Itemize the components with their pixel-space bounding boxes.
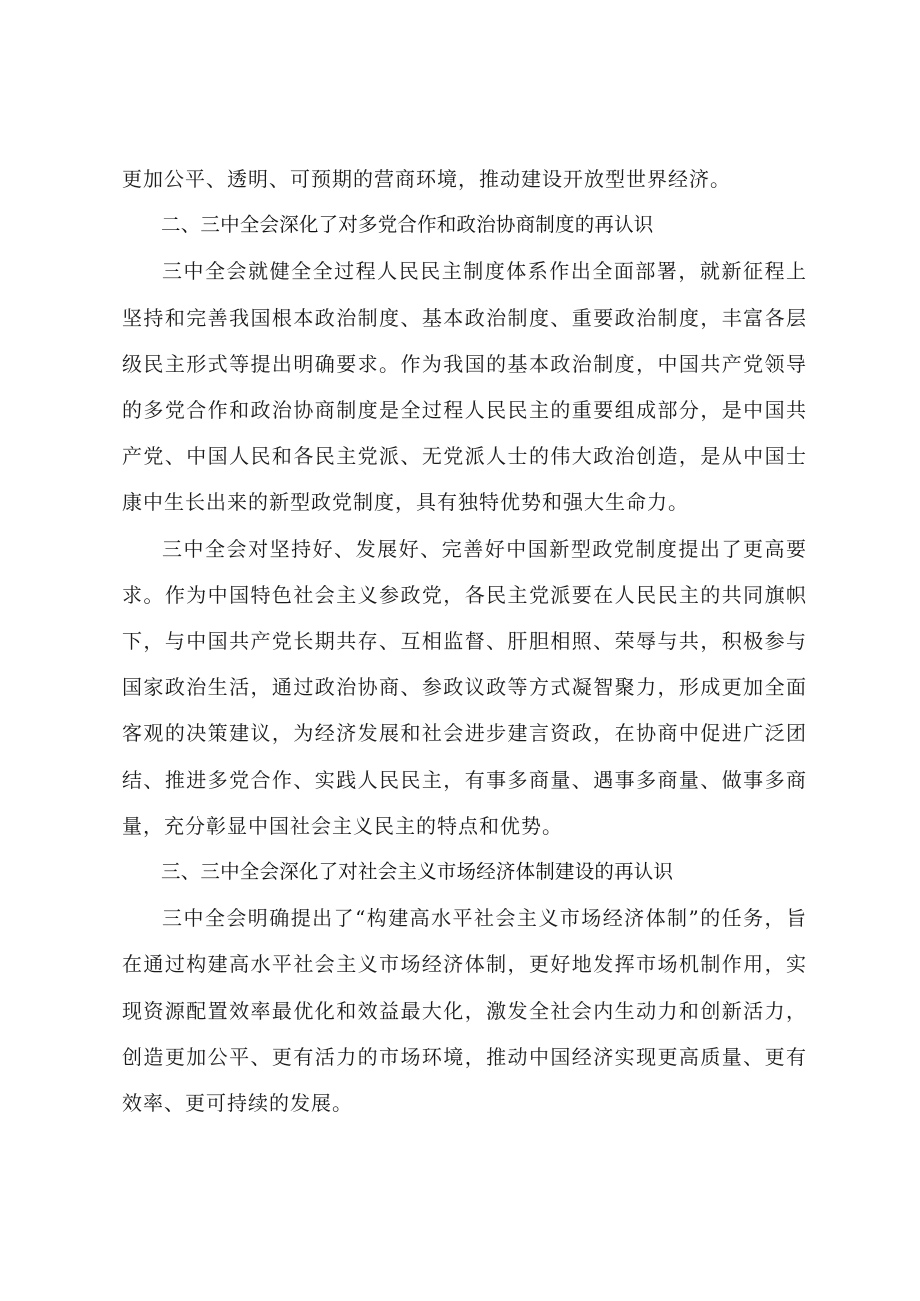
paragraph: 三中全会对坚持好、发展好、完善好中国新型政党制度提出了更高要求。作为中国特色社会主义参政党，各民主党派要在人民民主的共同旗帜下，与中国共产党长期共存、互相监督、肝胆相照、荣辱与共，积极参与国家政治生活，通过政治协商、参政议政等方式凝智聚力，形成更加全面客观的决策建议，为经济发展和社会进步建言资政，在协商中促进广泛团结、推进多党合作、实践人民民主，有事多商量、遇事多商量、做事多商量，充分彰显中国社会主义民主的特点和优势。 <box>122 536 807 838</box>
section-heading-3: 三、三中全会深化了对社会主义市场经济体制建设的再认识 <box>161 860 674 884</box>
paragraph-continuation: 更加公平、透明、可预期的营商环境，推动建设开放型世界经济。 <box>122 167 731 191</box>
document-body <box>122 156 807 1126</box>
paragraph: 三中全会明确提出了“构建高水平社会主义市场经济体制”的任务，旨在通过构建高水平社会主义市场经济体制，更好地发挥市场机制作用，实现资源配置效率最优化和效益最大化，激发全社会内生动力和创新活力，创造更加公平、更有活力的市场环境，推动中国经济实现更高质量、更有效率、更可持续的发展。 <box>122 906 807 1116</box>
paragraph: 三中全会就健全全过程人民民主制度体系作出全面部署，就新征程上坚持和完善我国根本政治制度、基本政治制度、重要政治制度，丰富各层级民主形式等提出明确要求。作为我国的基本政治制度，中国共产党领导的多党合作和政治协商制度是全过程人民民主的重要组成部分，是中国共产党、中国人民和各民主党派、无党派人士的伟大政治创造，是从中国士康中生长出来的新型政党制度，具有独特优势和强大生命力。 <box>122 259 807 515</box>
section-heading-2: 二、三中全会深化了对多党合作和政治协商制度的再认识 <box>161 213 654 237</box>
